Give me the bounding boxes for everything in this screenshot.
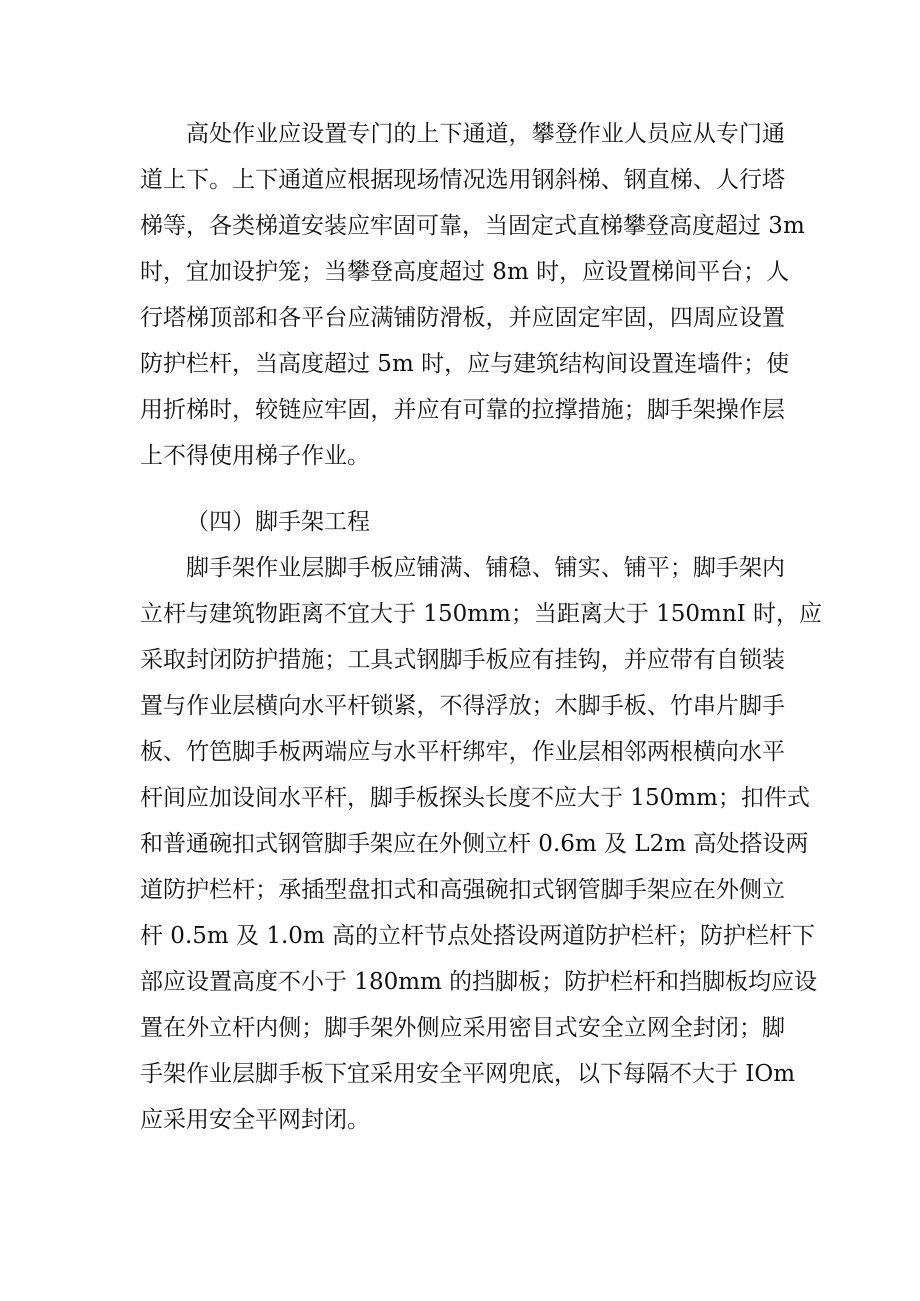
paragraph-line: 杆间应加设间水平杆，脚手板探头长度不应大于 150mm；扣件式	[140, 785, 810, 811]
paragraph-line: 和普通碗扣式钢管脚手架应在外侧立杆 0.6m 及 L2m 高处搭设两	[140, 831, 809, 857]
paragraph-line: 道上下。上下通道应根据现场情况选用钢斜梯、钢直梯、人行塔	[140, 167, 785, 193]
paragraph-line: 置与作业层横向水平杆锁紧，不得浮放；木脚手板、竹串片脚手	[140, 693, 785, 719]
paragraph-line: 部应设置高度不小于 180mm 的挡脚板；防护栏杆和挡脚板均应设	[140, 969, 818, 995]
paragraph-line: 立杆与建筑物距离不宜大于 150mm；当距离大于 150mnI 时，应	[140, 601, 823, 627]
paragraph-line: 板、竹笆脚手板两端应与水平杆绑牢，作业层相邻两根横向水平	[140, 739, 785, 765]
paragraph-line: 用折梯时，较链应牢固，并应有可靠的拉撑措施；脚手架操作层	[140, 397, 785, 423]
section-heading: （四）脚手架工程	[186, 509, 370, 535]
paragraph-line: 行塔梯顶部和各平台应满铺防滑板，并应固定牢固，四周应设置	[140, 305, 785, 331]
paragraph-line: 高处作业应设置专门的上下通道，攀登作业人员应从专门通	[186, 121, 785, 147]
paragraph-line: 手架作业层脚手板下宜采用安全平网兜底，以下每隔不大于 IOm	[140, 1061, 796, 1087]
paragraph-line: 脚手架作业层脚手板应铺满、铺稳、铺实、铺平；脚手架内	[186, 555, 785, 581]
paragraph-line: 应采用安全平网封闭。	[140, 1107, 370, 1133]
paragraph-line: 时，宜加设护笼；当攀登高度超过 8m 时，应设置梯间平台；人	[140, 259, 790, 285]
paragraph-line: 采取封闭防护措施；工具式钢脚手板应有挂钩，并应带有自锁装	[140, 647, 785, 673]
paragraph-line: 道防护栏杆；承插型盘扣式和高强碗扣式钢管脚手架应在外侧立	[140, 877, 785, 903]
paragraph-line: 梯等，各类梯道安装应牢固可靠，当固定式直梯攀登高度超过 3m	[140, 213, 805, 239]
paragraph-line: 防护栏杆，当高度超过 5m 时，应与建筑结构间设置连墙件；使	[140, 351, 790, 377]
paragraph-line: 杆 0.5m 及 1.0m 高的立杆节点处搭设两道防护栏杆；防护栏杆下	[140, 923, 816, 949]
paragraph-line: 置在外立杆内侧；脚手架外侧应采用密目式安全立网全封闭；脚	[140, 1015, 785, 1041]
paragraph-line: 上不得使用梯子作业。	[140, 443, 370, 469]
